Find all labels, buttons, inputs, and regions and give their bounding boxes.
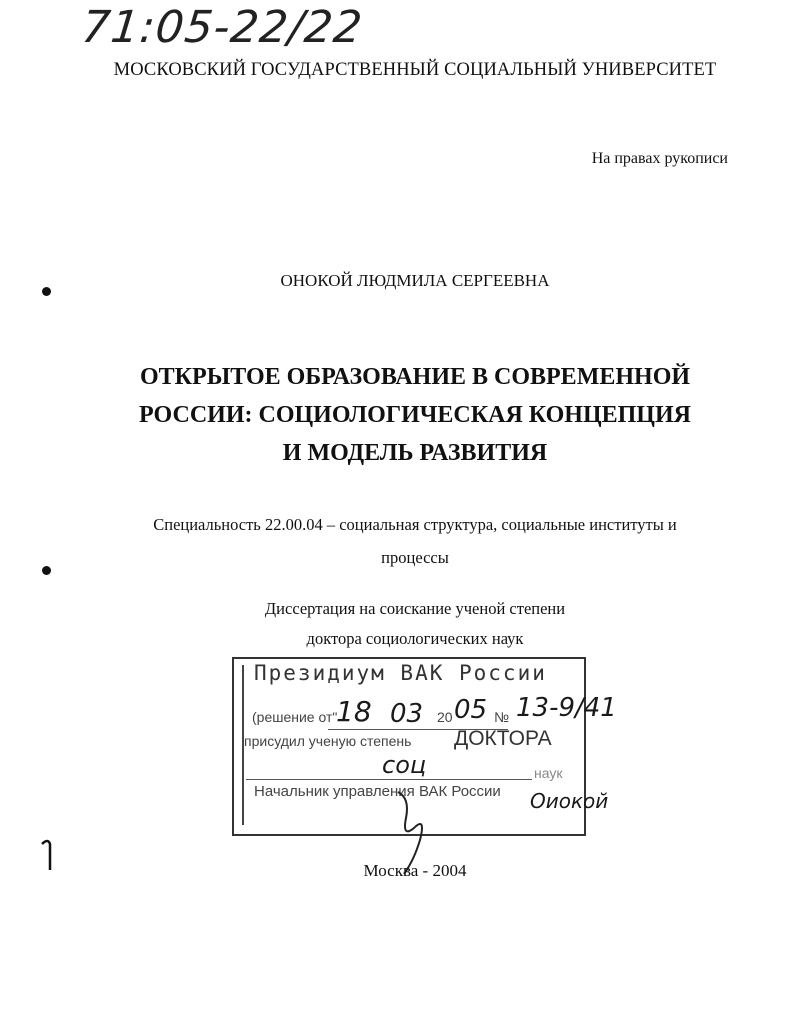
title-line: РОССИИ: СОЦИОЛОГИЧЕСКАЯ КОНЦЕПЦИЯ (139, 402, 691, 428)
decision-year: 05 (454, 695, 488, 725)
stamp-title: Президиум ВАК России (254, 661, 547, 685)
decision-month: 03 (390, 699, 424, 729)
number-label: № (494, 709, 510, 725)
dissertation-title (0, 358, 794, 472)
specialty-line: процессы (381, 548, 449, 567)
author-name: ОНОКОЙ ЛЮДМИЛА СЕРГЕЕВНА (280, 271, 550, 290)
specialty (0, 508, 794, 574)
awarded-label: присудил ученую степень (244, 733, 412, 749)
field-underline (246, 779, 532, 780)
field-handwritten: соц (382, 751, 427, 779)
decision-year-prefix: 20 (437, 709, 453, 725)
signature: Оиокой (530, 789, 609, 813)
archive-number: 71:05-22/22 (79, 2, 366, 53)
rights-note: На правах рукописи (591, 150, 728, 167)
decision-day: 18 (336, 695, 372, 728)
degree-statement (0, 594, 794, 654)
degree-line: доктора социологических наук (306, 629, 524, 648)
decision-label: (решение от" (252, 709, 338, 725)
title-line: ОТКРЫТОЕ ОБРАЗОВАНИЕ В СОВРЕМЕННОЙ (139, 364, 691, 390)
title-line: И МОДЕЛЬ РАЗВИТИЯ (282, 440, 548, 466)
university-name: МОСКОВСКИЙ ГОСУДАРСТВЕННЫЙ СОЦИАЛЬНЫЙ УНИВЕРСИТЕТ (113, 60, 717, 80)
field-suffix: наук (534, 765, 563, 781)
city-year: Москва - 2004 (363, 861, 467, 880)
decision-number: 13-9/41 (516, 693, 617, 723)
degree-word: ДОКТОРА (454, 727, 552, 750)
head-label: Начальник управления ВАК России (254, 783, 501, 800)
specialty-line: Специальность 22.00.04 – социальная структура, социальные институты и (153, 515, 677, 534)
degree-line: Диссертация на соискание ученой степени (264, 599, 566, 618)
